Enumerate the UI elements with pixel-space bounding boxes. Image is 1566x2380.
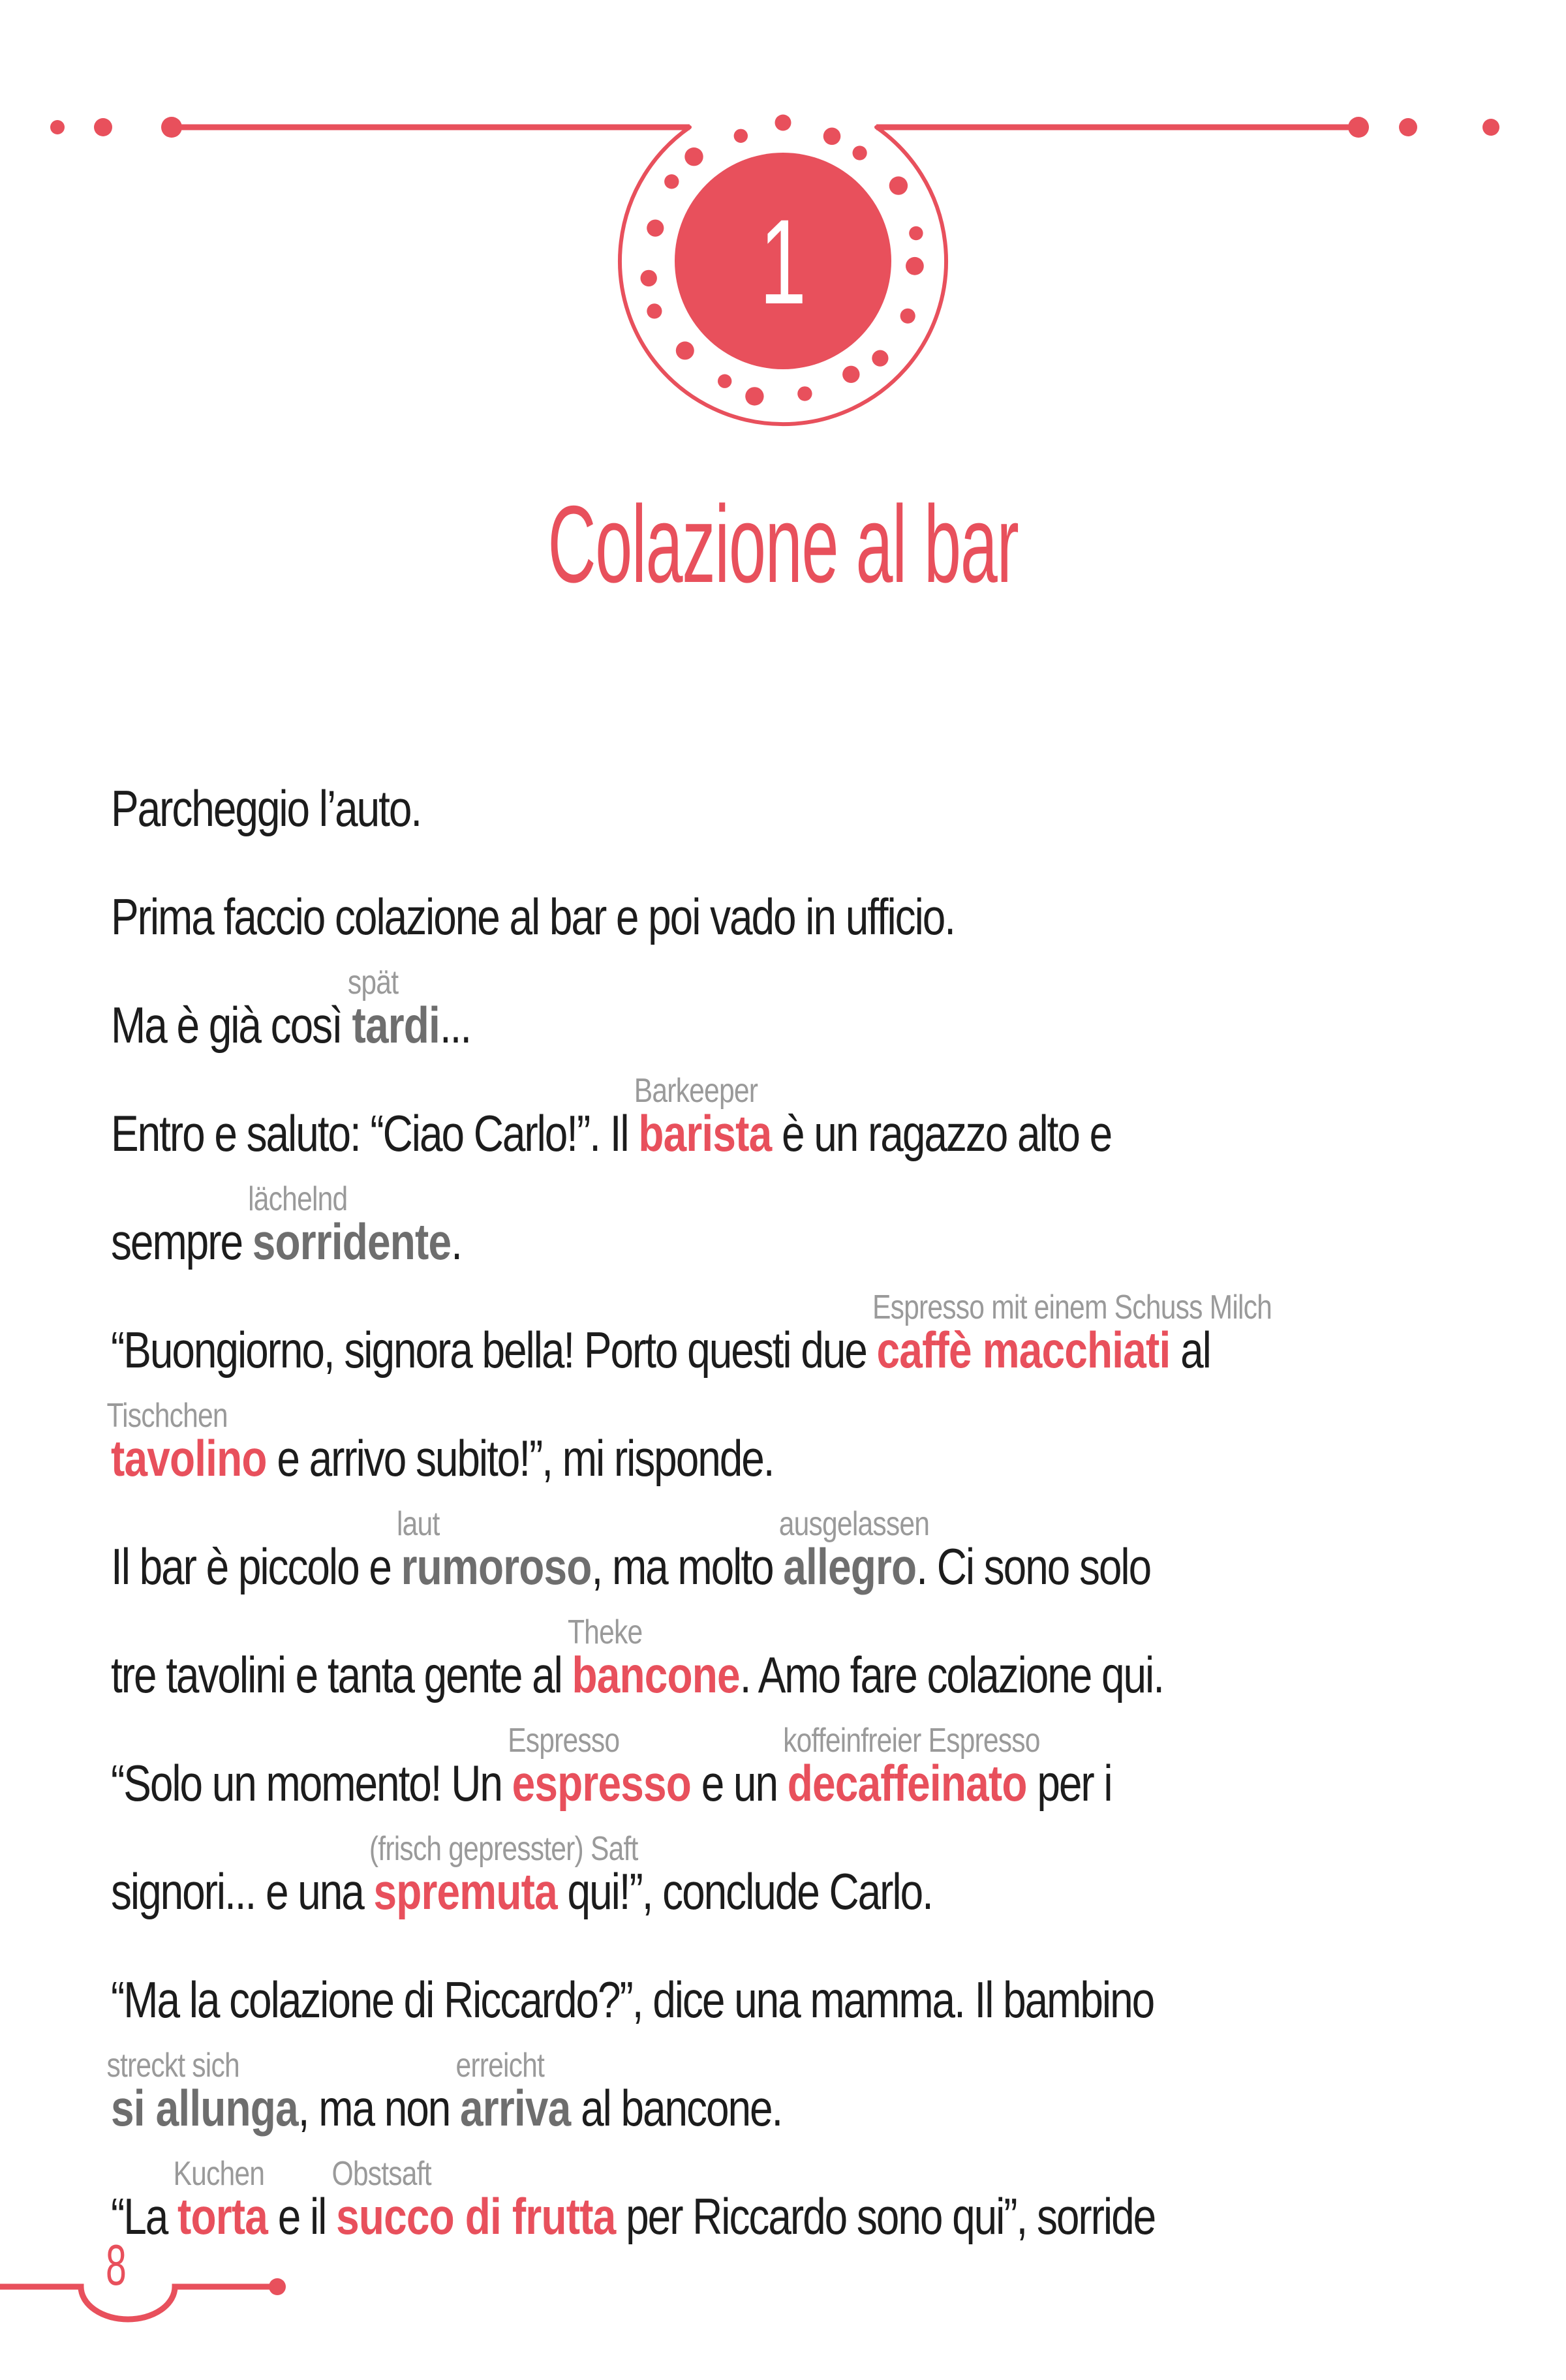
highlighted-word: spremuta — [373, 1863, 557, 1920]
text-line — [106, 1397, 1556, 1512]
highlighted-word: barista — [638, 1105, 772, 1162]
highlighted-word: torta — [177, 2188, 268, 2245]
text-segment: e un — [690, 1754, 788, 1812]
text-line — [111, 1613, 1556, 1729]
ring-dot — [647, 220, 664, 237]
text-segment: sempre — [111, 1213, 253, 1270]
annotated-word — [567, 1613, 740, 1705]
text-segment: signori... e una — [111, 1863, 374, 1920]
text-segment: per i — [1026, 1754, 1112, 1812]
ring-dot — [775, 115, 791, 131]
highlighted-word: si allunga — [111, 2079, 298, 2137]
highlighted-word: sorridente — [252, 1213, 452, 1270]
german-gloss: lächelnd — [248, 1180, 348, 1218]
text-segment: Ma è già così — [111, 996, 352, 1054]
ring-dot — [641, 270, 657, 286]
ring-dot — [909, 226, 923, 240]
ring-dot — [906, 257, 924, 275]
page-number: 8 — [106, 2233, 127, 2297]
text-segment: e arrivo subito!”, mi risponde. — [266, 1429, 774, 1487]
text-segment: qui!”, conclude Carlo. — [557, 1863, 932, 1920]
page-title: Colazione al bar — [547, 483, 1019, 605]
german-gloss: Obstsaft — [331, 2155, 431, 2193]
ring-dot — [734, 129, 748, 143]
highlighted-word: bancone — [572, 1646, 740, 1703]
text-segment: “Solo un momento! Un — [111, 1754, 512, 1812]
german-gloss: Tischchen — [106, 1397, 228, 1435]
text-segment: e il — [268, 2188, 337, 2245]
annotated-word — [369, 1830, 638, 1921]
annotated-word — [778, 1505, 930, 1596]
annotated-word — [508, 1722, 691, 1813]
ring-dot — [664, 174, 679, 189]
highlighted-word: espresso — [512, 1754, 691, 1812]
chapter-number: 1 — [759, 194, 807, 329]
ring-dot — [647, 303, 662, 318]
text-segment: . Ci sono solo — [916, 1538, 1151, 1595]
highlighted-word: arriva — [460, 2079, 571, 2137]
text-segment: al — [1170, 1321, 1210, 1379]
german-gloss: Espresso — [508, 1722, 620, 1760]
text-line — [111, 1072, 1556, 1187]
annotated-word — [783, 1722, 1040, 1813]
annotated-word — [455, 2047, 571, 2138]
text-segment: Prima faccio colazione al bar e poi vado in ufficio. — [111, 888, 955, 945]
text-segment: Il bar è piccolo e — [111, 1538, 401, 1595]
ring-dot — [853, 145, 867, 160]
ring-dot — [797, 386, 812, 401]
footer-rule-end-dot — [269, 2278, 286, 2295]
text-line — [111, 1180, 1556, 1296]
text-segment: tre tavolini e tanta gente al — [111, 1646, 572, 1703]
german-gloss: streckt sich — [106, 2047, 239, 2084]
text-segment: per Riccardo sono qui”, sorride — [615, 2188, 1156, 2245]
annotated-word — [634, 1072, 772, 1163]
text-line — [111, 754, 1556, 862]
german-gloss: Barkeeper — [634, 1072, 758, 1110]
ring-dot — [823, 128, 841, 145]
text-segment: Entro e saluto: “Ciao Carlo!”. Il — [111, 1105, 639, 1162]
ring-dot — [745, 387, 763, 405]
header-right-dots — [1348, 117, 1499, 138]
text-line — [111, 1722, 1556, 1837]
text-segment: “Ma la colazione di Riccardo?”, dice una mamma. Il bambino — [111, 1971, 1154, 2028]
annotated-word — [106, 2047, 298, 2138]
german-gloss: Theke — [567, 1613, 643, 1651]
text-segment: “La — [111, 2188, 178, 2245]
footer-rule — [0, 2287, 273, 2319]
german-gloss: Espresso mit einem Schuss Milch — [872, 1289, 1272, 1326]
text-segment: è un ragazzo alto e — [771, 1105, 1112, 1162]
german-gloss: laut — [397, 1505, 440, 1543]
highlighted-word: caffè macchiati — [876, 1321, 1171, 1379]
text-segment: . — [451, 1213, 461, 1270]
text-line — [111, 1505, 1556, 1621]
text-segment: Parcheggio l’auto. — [111, 780, 422, 837]
chapter-header-decoration — [0, 0, 1566, 457]
annotated-word — [173, 2155, 268, 2246]
highlighted-word: allegro — [783, 1538, 917, 1595]
annotated-word — [347, 964, 440, 1055]
body-text — [106, 754, 1556, 2270]
ring-dot — [872, 350, 888, 367]
ring-dot — [718, 374, 731, 388]
text-segment: ... — [439, 996, 471, 1054]
german-gloss: erreicht — [455, 2047, 545, 2084]
annotated-word — [248, 1180, 452, 1272]
german-gloss: ausgelassen — [778, 1505, 930, 1543]
highlighted-word: rumoroso — [401, 1538, 592, 1595]
highlighted-word: decaffeinato — [787, 1754, 1027, 1812]
text-segment: al bancone. — [570, 2079, 782, 2137]
text-segment: , ma non — [298, 2079, 461, 2137]
german-gloss: koffeinfreier Espresso — [783, 1722, 1040, 1760]
annotated-word — [331, 2155, 616, 2246]
text-line — [111, 862, 1556, 971]
text-line — [111, 1289, 1556, 1404]
german-gloss: spät — [347, 964, 399, 1001]
text-line — [111, 964, 1556, 1079]
text-line — [106, 2047, 1556, 2162]
highlighted-word: tavolino — [111, 1429, 267, 1487]
footer-decoration — [0, 2244, 1566, 2380]
text-segment: . Amo fare colazione qui. — [739, 1646, 1163, 1703]
ring-dot — [676, 341, 694, 359]
ring-dot — [684, 147, 703, 166]
german-gloss: (frisch gepresster) Saft — [369, 1830, 638, 1868]
highlighted-word: succo di frutta — [336, 2188, 616, 2245]
text-line — [111, 1830, 1556, 1945]
annotated-word — [106, 1397, 267, 1488]
text-segment: , ma molto — [591, 1538, 784, 1595]
ring-dot — [900, 309, 915, 324]
ring-dot — [842, 366, 859, 383]
highlighted-word: tardi — [352, 996, 440, 1054]
german-gloss: Kuchen — [173, 2155, 265, 2193]
text-segment: “Buongiorno, signora bella! Porto questi due — [111, 1321, 877, 1379]
ring-dot — [889, 176, 908, 194]
annotated-word — [397, 1505, 592, 1596]
header-left-dots — [50, 117, 182, 138]
text-line — [111, 1945, 1556, 2054]
